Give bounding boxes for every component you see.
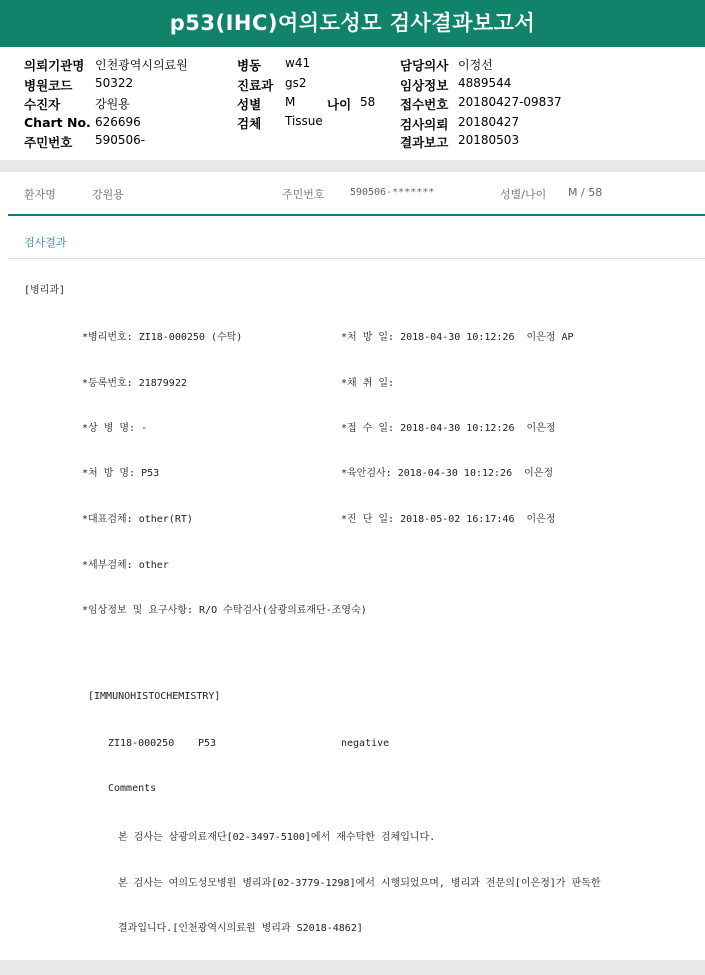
doctor-label: 담당의사 (400, 58, 449, 73)
divider-band (0, 160, 705, 172)
section-divider (8, 214, 705, 216)
field-diagnosis-date: *진 단 일: 2018-05-02 16:17:46 이은정 (341, 514, 556, 525)
ihc-comment-line-2: 본 검사는 여의도성모병원 병리과[02-3779-1298]에서 시행되었으며, 병리과 전문의[이은정]가 판독한 (118, 878, 601, 889)
ihc-comment-line-1: 본 검사는 삼광의료재단[02-3497-5100]에서 재수탁한 검체입니다. (118, 832, 436, 843)
ihc-comments-label: Comments (108, 783, 157, 794)
patient-rrn-label: 주민번호 (282, 188, 325, 201)
field-order-name: *처 방 명: P53 (82, 468, 160, 479)
field-clinical-info: *임상정보 및 요구사항: R/O 수탁검사(삼광의료재단-조영숙) (82, 605, 367, 616)
ward-label: 병동 (237, 58, 262, 73)
report-label: 결과보고 (400, 135, 449, 150)
ihc-comment-line-3: 결과입니다.[인천광역시의료원 병리과 S2018-4862] (118, 923, 363, 934)
chart-label: Chart No. (24, 115, 91, 130)
ihc-specimen-id: ZI18-000250 (108, 738, 175, 749)
field-order-date: *처 방 일: 2018-04-30 10:12:26 이은정 AP (341, 332, 574, 343)
dept-label: 진료과 (237, 78, 274, 93)
patient-label: 수진자 (24, 97, 61, 112)
dept-value: gs2 (285, 76, 307, 90)
field-collection-date: *채 취 일: (341, 378, 395, 389)
institution-value: 인천광역시의료원 (95, 58, 188, 72)
receipt-value: 20180427-09837 (458, 95, 562, 109)
age-label: 나이 (327, 97, 352, 112)
patient-sexage-label: 성별/나이 (500, 188, 547, 201)
specimen-label: 검체 (237, 116, 262, 131)
field-registration-no: *등록번호: 21879922 (82, 378, 187, 389)
ward-value: w41 (285, 56, 311, 70)
rrn-label: 주민번호 (24, 135, 73, 150)
field-main-specimen: *대표검체: other(RT) (82, 514, 193, 525)
ihc-heading: [IMMUNOHISTOCHEMISTRY] (88, 691, 221, 702)
field-gross-exam: *육안검사: 2018-04-30 10:12:26 이은정 (341, 468, 554, 479)
sex-label: 성별 (237, 97, 262, 112)
field-detail-specimen: *세부검체: other (82, 560, 169, 571)
section-title: 검사결과 (24, 236, 67, 249)
field-receipt-date: *접 수 일: 2018-04-30 10:12:26 이은정 (341, 423, 556, 434)
bottom-band (0, 960, 705, 975)
patient-sexage-value: M / 58 (568, 186, 603, 199)
section-separator (8, 258, 705, 259)
clinical-value: 4889544 (458, 76, 512, 90)
patient-rrn-value: 590506-******* (350, 187, 435, 198)
field-pathology-no: *병리번호: ZI18-000250 (수탁) (82, 332, 243, 343)
chart-value: 626696 (95, 115, 141, 129)
patient-name-value: 강원용 (92, 188, 124, 201)
rrn-value: 590506- (95, 133, 146, 147)
age-value: 58 (360, 95, 376, 109)
patient-name-label: 환자명 (24, 188, 56, 201)
report-header (0, 47, 705, 160)
patient-bar (0, 172, 705, 214)
sex-value: M (285, 95, 296, 109)
specimen-value: Tissue (285, 114, 323, 128)
request-label: 검사의뢰 (400, 117, 449, 132)
ihc-result: negative (341, 738, 390, 749)
institution-label: 의뢰기관명 (24, 58, 85, 73)
hospital-code-label: 병원코드 (24, 78, 73, 93)
request-value: 20180427 (458, 115, 520, 129)
report-value: 20180503 (458, 133, 520, 147)
field-diagnosis-name: *상 병 명: - (82, 423, 148, 434)
doctor-value: 이정선 (458, 58, 493, 72)
clinical-label: 임상정보 (400, 78, 449, 93)
hospital-code-value: 50322 (95, 76, 134, 90)
report-title: p53(IHC)여의도성모 검사결과보고서 (0, 0, 705, 47)
ihc-marker: P53 (198, 738, 217, 749)
dept-tag: [병리과] (24, 285, 66, 296)
patient-value: 강원용 (95, 97, 130, 111)
receipt-label: 접수번호 (400, 97, 449, 112)
